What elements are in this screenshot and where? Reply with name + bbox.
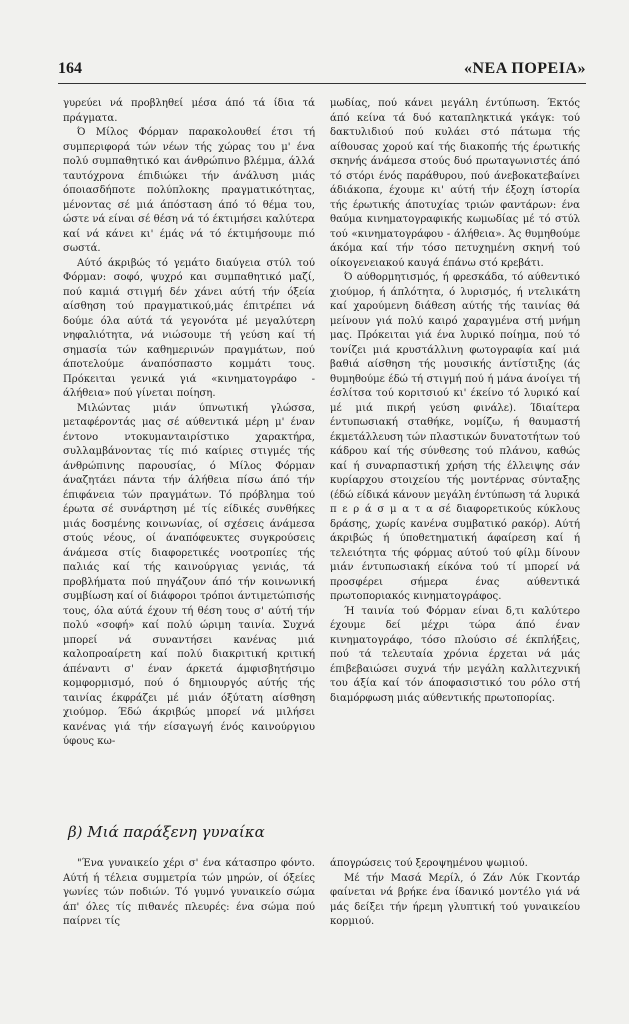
left-column <box>63 97 315 750</box>
paragraph: Αύτό άκριβώς τό γεμάτο διαύγεια στύλ τού Φόρμαν: σοφό, ψυχρό και συμπαθητικό μαζί, πού καμιά στιγμή δέν χάνει αύτή τήν όξεία αίσθηση τού πραγματικού,μάς έπιτρέπει νά δούμε όλα αύτά τά γεγονότα μέ μεγαλύτερη νηφαλιότητα, νά νιώσουμε τή γεύση καί τή σημασία τών καθημερινών πραγμάτων, πού άποτελούμε άναπόσπαστο κομμάτι τους. Πρόκειται γενικά γιά «κινηματογράφο - άλήθεια» πού γίνεται ποίηση. <box>63 257 315 399</box>
paragraph: Ή ταινία τού Φόρμαν είναι δ,τι καλύτερο έχουμε δεί μέχρι τώρα άπό έναν κινηματογράφο, τόσο πλούσιο σέ έκπλήξεις, πού τά τελευταία χρόνια έρχεται νά μάς έπιβεβαιώσει συχνά τήν μεγάλη καλλιτεχνική του άξία καί τόν άποφασιστικό του ρόλο στή διαμόρφωση μιάς αύθεντικής πρωτοπορίας. <box>330 605 580 704</box>
page-number: 164 <box>58 60 82 77</box>
paragraph: γυρεύει νά προβληθεί μέσα άπό τά ίδια τά πράγματα. <box>63 98 315 124</box>
header-rule <box>58 83 586 84</box>
paragraph: μωδίας, πού κάνει μεγάλη έντύπωση. Έκτός άπό κείνα τά δυό καταπληκτικά γκάγκ: τού δακτυλιδιού πού κυλάει στό πάτωμα τής αίθουσας χορού καί τής διακοπής τής έρωτικής σκηνής άνάμεσα στούς δυό πρωταγωνιστές άπό τό στόρι ένός παράθυρου, πού άνεβοκατεβαίνει άδιάκοπα, έχουμε κι' αύτή τήν έξοχη ίστορία τής έρωτικής άποτυχίας τριών φαντάρων: ένα θαύμα κινηματογραφικής κωμωδίας μέ τό στύλ τού «κινηματογράφου - άλήθεια». Άς θυμηθούμε άκόμα καί τήν τόσο πετυχημένη σκηνή τού οίκογενειακού καυγά έπάνω στό κρεβάτι. <box>330 98 580 269</box>
section-right-column <box>330 857 580 930</box>
journal-title: «ΝΕΑ ΠΟΡΕΙΑ» <box>463 60 586 77</box>
section-left-column <box>63 857 315 930</box>
section-heading: β) Μιά παράξενη γυναίκα <box>68 823 265 841</box>
paragraph: άπογρώσεις τού ξεροψημένου ψωμιού. <box>330 858 528 869</box>
paragraph: Ό Μίλος Φόρμαν παρακολουθεί έτσι τή συμπεριφορά τών νέων τής χώρας του μ' ένα πολύ συμπαθητικό και άνθρώπινο βλέμμα, άλλά ταυτόχρονα έπιδιώκει τήν άνάλυση μιάς όποιασδήποτε πολύπλοκης πραγματικότητας, μένοντας σέ μιά άπόσταση άπό τό θέμα του, ώστε νά είναι σέ θέση νά τό έκτιμήσει καλύτερα καί νά κάνει κι' έμάς νά τό έκτιμήσουμε πιό σωστά. <box>63 127 315 254</box>
paragraph: Μέ τήν Μασά Μερίλ, ό Ζάν Λύκ Γκοντάρ φαίνεται νά βρήκε ένα ίδανικό μοντέλο γιά νά μάς δείξει τήν ήρεμη γλυπτική τού γυναικείου κορμιού. <box>330 872 580 927</box>
paragraph: Μιλώντας μιάν ύπνωτική γλώσσα, μεταφέροντάς μας σέ αύθεντικά μέρη μ' έναν έντονο ντοκυμανταιρίστικο χαρακτήρα, συλλαμβάνοντας τίς πιό καίριες στιγμές τής άνθρώπινης παρουσίας, ό Μίλος Φόρμαν άναζητάει πάντα τήν άλήθεια πίσω άπό τήν έπιφάνεια τών πραγμάτων. Τό πρόβλημα τού έρωτα σέ συνάρτηση μέ τίς είδικές συνθήκες μιάς δοσμένης κοινωνίας, οί σχέσεις άνάμεσα στούς νέους, οί άναπόφευκτες συγκρούσεις άνάμεσα στίς διαφορετικές νοοτροπίες τής παλιάς καί τής καινούργιας γενιάς, τά προβλήματα πού πηγάζουν άπό τήν κοινωνική συμβίωση καί οί διάφοροι τρόποι άντιμετώπισής τους, όλα αύτά έχουν τή θέση τους σ' αύτή τήν πολύ «σοφή» καί πολύ ώριμη ταινία. Συχνά μπορεί νά συναντήσει κανένας μιά καλοπροαίρετη καί πολύ διακριτική κριτική άπέναντι σ' έναν άρκετά άμφισβητήσιμο κομφορμισμό, πού ό δημιουργός αύτής τής ταινίας έκφράζει μέ μιάν όξύτατη αίσθηση χιούμορ. Έδώ άκριβώς μπορεί νά μιλήσει κανένας γιά τήν είσαγωγή ένός καινούργιου ύφους κω- <box>63 402 315 747</box>
paragraph: Ό αύθορμητισμός, ή φρεσκάδα, τό αύθεντικό χιούμορ, ή άπλότητα, ό λυρισμός, ή ντελικάτη καί χαρούμενη διάθεση αύτής τής ταινίας θά μείνουν γιά πολύ καιρό χαραγμένα στή μνήμη μας. Πρόκειται γιά ένα λυρικό ποίημα, πού τό τονίζει μιά κρυστάλλινη φωτογραφία καί μιά βαθιά αίσθηση τής μουσικής άντίστιξης (άς θυμηθούμε έδώ τή στιγμή πού ή μάνα άνοίγει τή έσλίτσα τού κοριτσιού κι' έκείνο τό λυρικό καί μέ μιά πικρή γεύση φινάλε). Ίδιαίτερα έντυπωσιακή σταθήκε, νομίζω, ή θαυμαστή έκμετάλλευση τών πλαστικών δυνατοτήτων τού κάδρου καί τής σύνθεσης τού πλάνου, καθώς καί ή συναρπαστική χρήση τής έλλειψης σάν κυρίαρχου στοιχείου τής μοντέρνας σύνταξης (έδώ είδικά κάνουν μεγάλη έντύπωση τά λυρικά π ε ρ ά σ μ α τ α σέ διαφορετικούς κύκλους δράσης, χωρίς κανένα συμβατικό ρακόρ). Αύτή άκριβώς ή ύποθετηματική άφαίρεση καί ή τελειότητα τής φόρμας αύτού τού φίλμ δίνουν μιάν έντυπωσιακή είκόνα τού τί μπορεί νά προσφέρει σήμερα ένας αύθεντικά πρωτοποριακός κινηματογράφος. <box>330 272 580 602</box>
running-header <box>58 60 586 80</box>
paragraph: "Ένα γυναικείο χέρι σ' ένα κάτασπρο φόντο. Αύτή ή τέλεια συμμετρία τών μηρών, οί όξείες γωνίες τών ποδιών. Τό γυμνό γυναικείο σώμα άπ' όλες τίς πιθανές πλευρές: ένα σώμα πού παίρνει τίς <box>63 858 315 927</box>
right-column <box>330 97 580 706</box>
